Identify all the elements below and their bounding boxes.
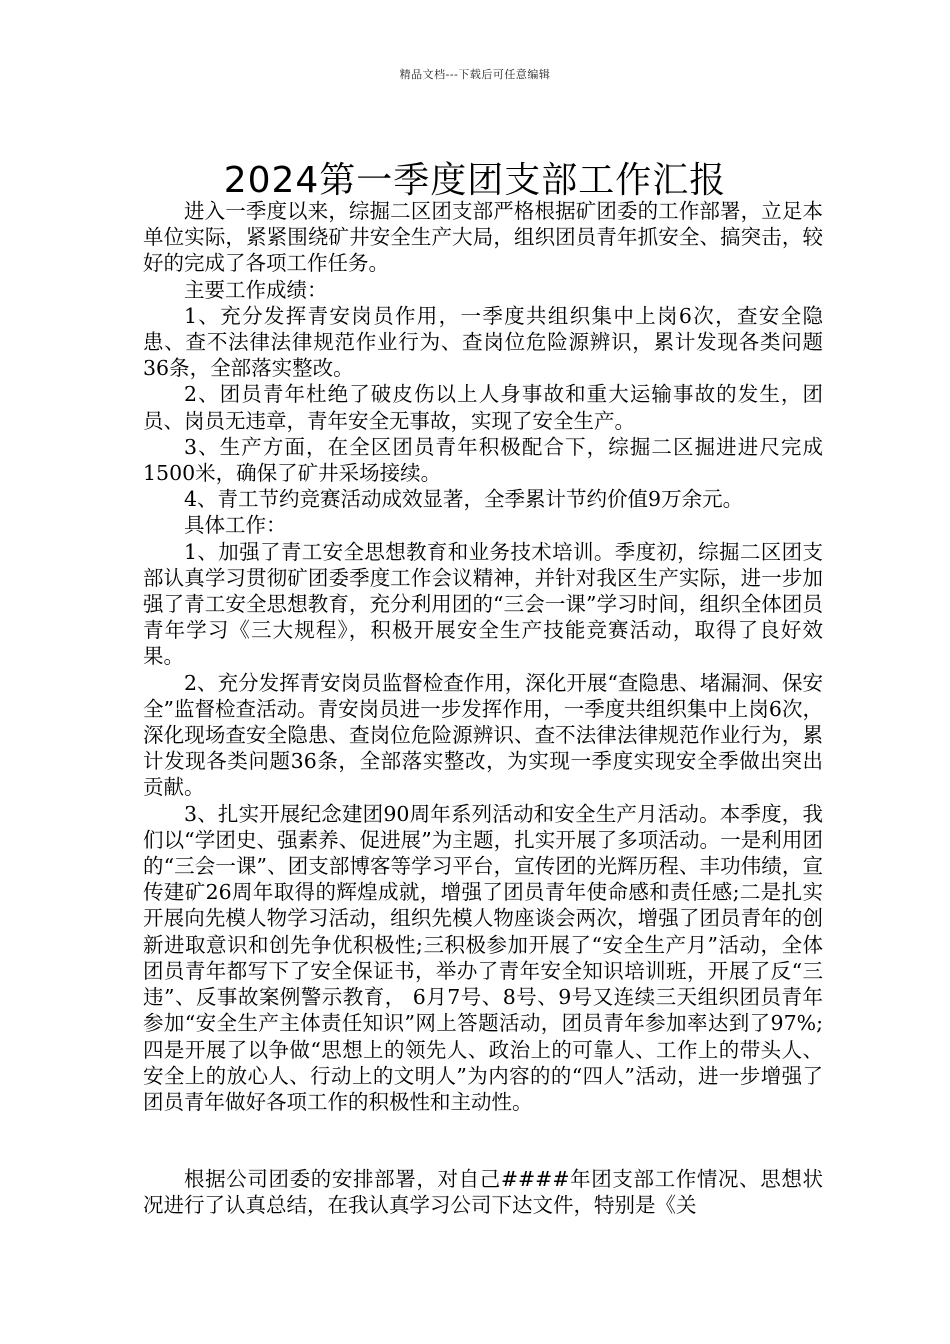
document-title: 2024第一季度团支部工作汇报 <box>223 160 727 202</box>
second-section <box>143 1166 823 1218</box>
header-note: 精品文档---下载后可任意编辑 <box>399 68 551 81</box>
paragraph-second-1: 根据公司团委的安排部署，对自己####年团支部工作情况、思想状况进行了认真总结，在我认真学习公司下达文件，特别是《关 <box>143 1167 823 1218</box>
paragraph-achievements-heading: 主要工作成绩： <box>184 277 328 302</box>
paragraph-achievement-4: 4、青工节约竞赛活动成效显著，全季累计节约价值9万余元。 <box>184 487 744 512</box>
document-body <box>143 198 823 1115</box>
paragraph-achievement-1: 1、充分发挥青安岗员作用，一季度共组织集中上岗6次，查安全隐患、查不法律法律规范作业行为、查岗位危险源辨识，累计发现各类问题36条，全部落实整改。 <box>143 303 823 381</box>
paragraph-work-3: 3、扎实开展纪念建团90周年系列活动和安全生产月活动。本季度，我们以“学团史、强素养、促进展”为主题，扎实开展了多项活动。一是利用团的“三会一课”、团支部博客等学习平台，宣传团的光辉历程、丰功伟绩，宣传建矿26周年取得的辉煌成就，增强了团员青年使命感和责任感;二是扎实开展向先模人物学习活动，组织先模人物座谈会两次，增强了团员青年的创新进取意识和创先争优积极性;三积极参加开展了“安全生产月”活动，全体团员青年都写下了安全保证书，举办了青年安全知识培训班，开展了反“三违”、反事故案例警示教育， 6月7号、8号、9号又连续三天组织团员青年参加“安全生产主体责任知识”网上答题活动，团员青年参加率达到了97%;四是开展了以争做“思想上的领先人、政治上的可靠人、工作上的带头人、安全上的放心人、行动上的文明人”为内容的的“四人”活动，进一步增强了团员青年做好各项工作的积极性和主动性。 <box>143 801 823 1114</box>
paragraph-achievement-2: 2、团员青年杜绝了破皮伤以上人身事故和重大运输事故的发生，团员、岗员无违章，青年安全无事故，实现了安全生产。 <box>143 382 823 433</box>
paragraph-intro: 进入一季度以来，综掘二区团支部严格根据矿团委的工作部署，立足本单位实际，紧紧围绕矿井安全生产大局，组织团员青年抓安全、搞突击，较好的完成了各项工作任务。 <box>143 199 823 276</box>
paragraph-work-heading: 具体工作： <box>184 513 287 538</box>
paragraph-work-1: 1、加强了青工安全思想教育和业务技术培训。季度初，综掘二区团支部认真学习贯彻矿团委季度工作会议精神，并针对我区生产实际，进一步加强了青工安全思想教育，充分利用团的“三会一课”学习时间，组织全体团员青年学习《三大规程》，积极开展安全生产技能竞赛活动，取得了良好效果。 <box>143 539 823 669</box>
paragraph-work-2: 2、充分发挥青安岗员监督检查作用，深化开展“查隐患、堵漏洞、保安全”监督检查活动。青安岗员进一步发挥作用，一季度共组织集中上岗6次，深化现场查安全隐患、查岗位危险源辨识、查不法律法律规范作业行为，累计发现各类问题36条，全部落实整改，为实现一季度实现安全季做出突出贡献。 <box>143 670 823 800</box>
paragraph-achievement-3: 3、生产方面，在全区团员青年积极配合下，综掘二区掘进进尺完成1500米，确保了矿井采场接续。 <box>143 434 823 486</box>
